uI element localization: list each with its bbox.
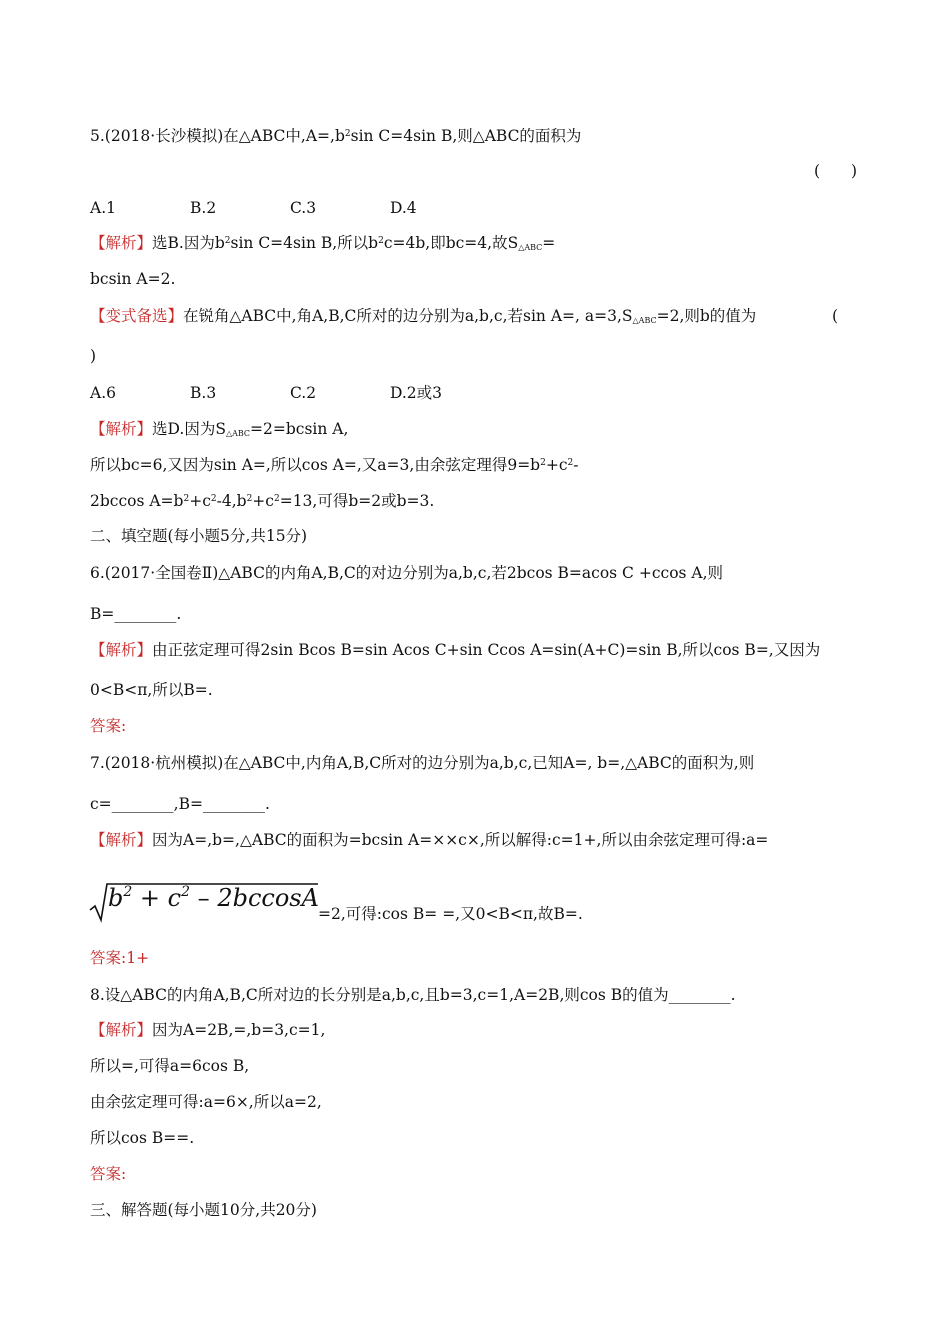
q8-stem: 8.设△ABC的内角A,B,C所对边的长分别是a,b,c,且b=3,c=1,A=2B,则cos B的值为________. (90, 986, 736, 1004)
variant-tag: 【变式备选】 (90, 307, 184, 325)
q8-analysis-line4: 所以cos B==. (90, 1129, 195, 1147)
analysis-tag: 【解析】 (90, 1021, 153, 1039)
q5-option-d: D.4 (390, 199, 417, 217)
q7-answer: 答案:1+ (90, 949, 150, 967)
q5-analysis-line2: bcsin A=2. (90, 270, 176, 288)
q8-analysis-line3: 由余弦定理可得:a=6×,所以a=2, (90, 1093, 322, 1111)
analysis-tag: 【解析】 (90, 641, 153, 659)
q6-analysis: 【解析】由正弦定理可得2sin Bcos B=sin Acos C+sin Ccos A=sin(A+C)=sin B,所以cos B=,又因为 (90, 641, 821, 659)
q7-stem: 7.(2018·杭州模拟)在△ABC中,内角A,B,C所对的边分别为a,b,c,已知A=, b=,△ABC的面积为,则 (90, 754, 755, 772)
q5-stem: 5.(2018·长沙模拟)在△ABC中$,A=,b^2\sin$ C=4sin B,则△ABC的面积为 (90, 127, 582, 145)
analysis-tag: 【解析】 (90, 420, 153, 438)
variant-analysis-line3: 2bccos $A=b^2+c^2-4,b^2+c^2=13$,可得b=2或b=3. (90, 492, 435, 510)
q6-analysis-line2: 0<B<π,所以B=. (90, 681, 213, 699)
q7-blank: c=________,B=________. (90, 795, 270, 813)
q7-analysis-line2: =2,可得:cos B= =,又0<B<π,故B=. (318, 905, 583, 923)
variant-stem: 【变式备选】在锐角△ABC中,角A,B,C所对的边分别为a,b,c,若sin A=, $a=3,S_{\triangle ABC}=2$,则b的值为 (90, 307, 757, 325)
q5-option-b: B.2 (190, 199, 217, 217)
variant-option-b: B.3 (190, 384, 217, 402)
variant-option-a: A.6 (90, 384, 116, 402)
q6-answer: 答案: (90, 717, 127, 735)
q6-blank: B=________. (90, 605, 182, 623)
q5-options (90, 197, 417, 219)
q7-analysis: 【解析】因为A=,b=,△ABC的面积为=bcsin A=××c×,所以解得:c=1+,所以由余弦定理可得:a= (90, 831, 769, 849)
q8-answer: 答案: (90, 1165, 127, 1183)
q5-analysis: 【解析】选B.因为$b^2\sin$ C=4sin B,所以$b^2c=4b$,即bc=4,故$S_{\triangle ABC}=$ (90, 234, 556, 252)
variant-option-c: C.2 (290, 384, 317, 402)
q8-analysis-line2: 所以=,可得a=6cos B, (90, 1057, 250, 1075)
q5-answer-parens: ( ) (814, 162, 858, 180)
variant-paren-close: ) (90, 347, 97, 365)
variant-analysis: 【解析】选D.因为$S_{\triangle ABC}=2=bcsin$ A, (90, 420, 349, 438)
section-fill-in: 二、填空题(每小题5分,共15分) (90, 527, 308, 545)
variant-paren-open: ( (832, 307, 839, 325)
analysis-tag: 【解析】 (90, 234, 153, 252)
q8-analysis: 【解析】因为A=2B,=,b=3,c=1, (90, 1021, 326, 1039)
q5-option-c: C.3 (290, 199, 317, 217)
q5-option-a: A.1 (90, 199, 116, 217)
variant-analysis-line2: 所以bc=6,又因为sin A=,所以cos A=,又a=3,由余弦定理得$9=b^2+c^2-$ (90, 456, 579, 474)
q6-stem: 6.(2017·全国卷Ⅱ)△ABC的内角A,B,C的对边分别为a,b,c,若2bcos B=acos C +ccos A,则 (90, 564, 724, 582)
section-answer-questions: 三、解答题(每小题10分,共20分) (90, 1201, 317, 1219)
variant-options (90, 382, 442, 404)
analysis-tag: 【解析】 (90, 831, 153, 849)
variant-option-d: D.2或3 (390, 384, 443, 402)
